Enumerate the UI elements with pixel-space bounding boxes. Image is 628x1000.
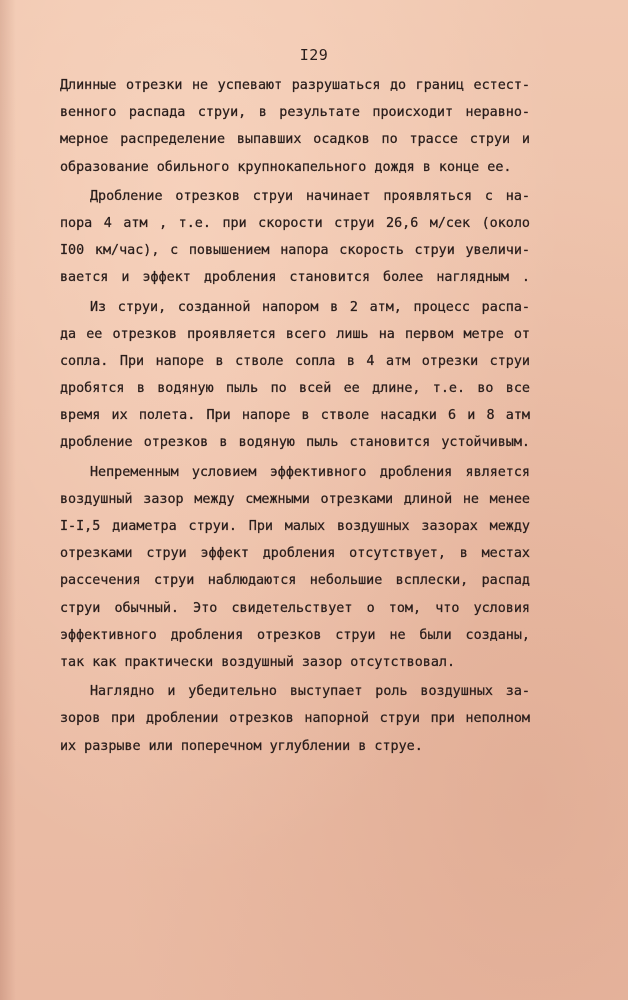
text-line: дробление отрезков в водяную пыль становится устойчивым. (60, 435, 530, 451)
text-line: Непременным условием эффективного дробления является (90, 464, 530, 480)
text-line: венного распада струи, в результате происходит неравно- (60, 105, 530, 121)
paragraph-2 (60, 183, 530, 292)
text-line: сопла. При напоре в стволе сопла в 4 атм отрезки струи (60, 353, 530, 369)
text-line: их разрыве или поперечном углублении в струе. (60, 738, 423, 754)
paragraph-5 (60, 678, 530, 760)
text-line: образование обильного крупнокапельного дождя в конце ее. (60, 159, 512, 175)
paragraph-3 (60, 294, 530, 457)
text-line: Длинные отрезки не успевают разрушаться до границ естест- (60, 78, 530, 93)
text-line: воздушный зазор между смежными отрезками длиной не менее (60, 491, 530, 507)
text-line: рассечения струи наблюдаются небольшие всплески, распад (60, 573, 530, 589)
text-line: да ее отрезков проявляется всего лишь на первом метре от (60, 326, 530, 342)
text-line: струи обычный. Это свидетельствует о том, что условия (60, 600, 530, 616)
text-line: время их полета. При напоре в стволе насадки 6 и 8 атм (60, 408, 530, 424)
text-line: дробятся в водяную пыль по всей ее длине, т.е. во все (60, 381, 530, 397)
text-line: I-I,5 диаметра струи. При малых воздушных зазорах между (60, 519, 530, 534)
text-line: вается и эффект дробления становится более наглядным . (60, 270, 530, 286)
text-line: Наглядно и убедительно выступает роль воздушных за- (90, 684, 530, 700)
text-line: мерное распределение выпавших осадков по трассе струи и (60, 132, 530, 148)
text-line: пора 4 атм , т.е. при скорости струи 26,6 м/сек (около (60, 215, 530, 231)
page-number: I29 (299, 46, 329, 64)
text-line: Дробление отрезков струи начинает проявляться с на- (90, 188, 530, 204)
text-line: зоров при дроблении отрезков напорной струи при неполном (60, 711, 530, 727)
text-line: I00 км/час), с повышением напора скорость струи увеличи- (60, 243, 530, 259)
paragraph-4 (60, 459, 530, 677)
body-text (60, 72, 530, 762)
paragraph-1 (60, 72, 530, 181)
text-line: эффективного дробления отрезков струи не были созданы, (60, 627, 530, 643)
text-line: отрезками струи эффект дробления отсутствует, в местах (60, 546, 530, 562)
text-line: Из струи, созданной напором в 2 атм, процесс распа- (90, 299, 530, 315)
text-line: так как практически воздушный зазор отсутствовал. (60, 654, 456, 670)
